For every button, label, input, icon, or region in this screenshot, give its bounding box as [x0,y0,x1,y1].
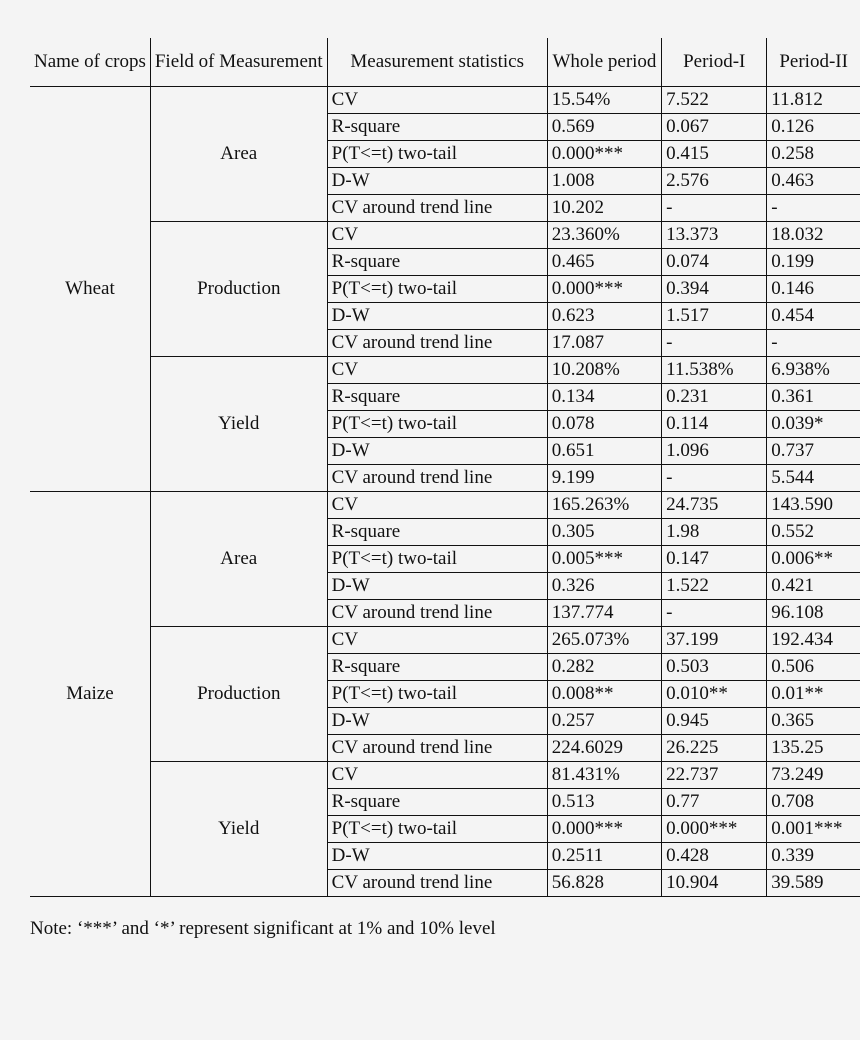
period-2-cell: 6.938% [767,357,860,384]
period-2-cell: 0.463 [767,168,860,195]
period-1-cell: 0.945 [662,708,767,735]
period-2-cell: 0.708 [767,789,860,816]
stat-cell: R-square [327,654,547,681]
whole-period-cell: 15.54% [547,87,661,114]
whole-period-cell: 265.073% [547,627,661,654]
whole-period-cell: 0.651 [547,438,661,465]
period-2-cell: 39.589 [767,870,860,897]
stat-cell: CV [327,222,547,249]
whole-period-cell: 0.623 [547,303,661,330]
stat-cell: CV around trend line [327,465,547,492]
period-2-cell: 0.039* [767,411,860,438]
stat-cell: CV around trend line [327,330,547,357]
stat-cell: R-square [327,114,547,141]
stat-cell: R-square [327,249,547,276]
period-1-cell: 10.904 [662,870,767,897]
period-2-cell: 0.126 [767,114,860,141]
period-1-cell: 26.225 [662,735,767,762]
whole-period-cell: 0.000*** [547,141,661,168]
field-name-cell: Yield [150,357,327,492]
whole-period-cell: 0.2511 [547,843,661,870]
stat-cell: P(T<=t) two-tail [327,816,547,843]
whole-period-cell: 0.005*** [547,546,661,573]
whole-period-cell: 1.008 [547,168,661,195]
period-1-cell: 0.000*** [662,816,767,843]
period-1-cell: 1.98 [662,519,767,546]
statistics-table-container [30,38,860,897]
field-name-cell: Production [150,222,327,357]
period-2-cell: 0.361 [767,384,860,411]
period-2-cell: 0.01** [767,681,860,708]
table-row [30,627,860,654]
period-1-cell: 11.538% [662,357,767,384]
stat-cell: P(T<=t) two-tail [327,411,547,438]
stat-cell: D-W [327,303,547,330]
period-1-cell: 13.373 [662,222,767,249]
period-2-cell: 96.108 [767,600,860,627]
stat-cell: CV around trend line [327,870,547,897]
field-name-cell: Production [150,627,327,762]
stat-cell: CV [327,627,547,654]
stat-cell: P(T<=t) two-tail [327,546,547,573]
period-2-cell: 18.032 [767,222,860,249]
period-2-cell: 192.434 [767,627,860,654]
whole-period-cell: 10.208% [547,357,661,384]
whole-period-cell: 10.202 [547,195,661,222]
field-name-cell: Area [150,492,327,627]
stat-cell: CV around trend line [327,735,547,762]
period-1-cell: 1.096 [662,438,767,465]
period-2-cell: 143.590 [767,492,860,519]
whole-period-cell: 0.008** [547,681,661,708]
period-2-cell: 0.552 [767,519,860,546]
period-1-cell: 7.522 [662,87,767,114]
stat-cell: P(T<=t) two-tail [327,276,547,303]
whole-period-cell: 165.263% [547,492,661,519]
stat-cell: R-square [327,384,547,411]
period-1-cell: 0.074 [662,249,767,276]
table-row [30,762,860,789]
table-row [30,87,860,114]
whole-period-cell: 0.513 [547,789,661,816]
stat-cell: R-square [327,519,547,546]
period-1-cell: 0.415 [662,141,767,168]
period-1-cell: - [662,330,767,357]
whole-period-cell: 0.465 [547,249,661,276]
period-2-cell: 0.199 [767,249,860,276]
period-2-cell: 11.812 [767,87,860,114]
whole-period-cell: 0.569 [547,114,661,141]
stat-cell: CV [327,87,547,114]
statistics-table [30,38,860,897]
stat-cell: D-W [327,573,547,600]
whole-period-cell: 17.087 [547,330,661,357]
period-1-cell: 0.147 [662,546,767,573]
header-period-2: Period-II [767,38,860,87]
header-crop: Name of crops [30,38,150,87]
whole-period-cell: 137.774 [547,600,661,627]
whole-period-cell: 0.326 [547,573,661,600]
period-2-cell: 0.339 [767,843,860,870]
period-1-cell: 0.231 [662,384,767,411]
whole-period-cell: 81.431% [547,762,661,789]
period-2-cell: - [767,330,860,357]
stat-cell: D-W [327,438,547,465]
period-1-cell: 37.199 [662,627,767,654]
stat-cell: CV [327,492,547,519]
header-field: Field of Measurement [150,38,327,87]
stat-cell: D-W [327,168,547,195]
whole-period-cell: 0.078 [547,411,661,438]
header-stat: Measurement statistics [327,38,547,87]
period-1-cell: 0.067 [662,114,767,141]
period-1-cell: 2.576 [662,168,767,195]
period-1-cell: 0.77 [662,789,767,816]
period-2-cell: 0.146 [767,276,860,303]
period-2-cell: 0.006** [767,546,860,573]
period-1-cell: - [662,600,767,627]
stat-cell: CV around trend line [327,600,547,627]
crop-name-cell: Wheat [65,278,115,299]
period-2-cell: 5.544 [767,465,860,492]
field-name-cell: Area [150,87,327,222]
whole-period-cell: 9.199 [547,465,661,492]
whole-period-cell: 0.000*** [547,276,661,303]
period-1-cell: 22.737 [662,762,767,789]
stat-cell: D-W [327,843,547,870]
whole-period-cell: 0.000*** [547,816,661,843]
period-1-cell: 0.394 [662,276,767,303]
table-row [30,357,860,384]
table-note: Note: ‘***’ and ‘*’ represent significant at 1% and 10% level [30,918,496,939]
stat-cell: D-W [327,708,547,735]
whole-period-cell: 0.134 [547,384,661,411]
whole-period-cell: 0.305 [547,519,661,546]
period-1-cell: 0.114 [662,411,767,438]
period-1-cell: - [662,195,767,222]
period-1-cell: 24.735 [662,492,767,519]
period-1-cell: 1.522 [662,573,767,600]
whole-period-cell: 56.828 [547,870,661,897]
period-2-cell: 0.506 [767,654,860,681]
table-body [30,87,860,897]
stat-cell: CV [327,762,547,789]
period-2-cell: 0.737 [767,438,860,465]
stat-cell: R-square [327,789,547,816]
whole-period-cell: 224.6029 [547,735,661,762]
period-1-cell: 0.503 [662,654,767,681]
period-2-cell: 73.249 [767,762,860,789]
period-1-cell: 0.428 [662,843,767,870]
period-2-cell: 0.421 [767,573,860,600]
field-name-cell: Yield [150,762,327,897]
table-header [30,38,860,87]
header-whole-period: Whole period [547,38,661,87]
period-2-cell: 0.258 [767,141,860,168]
table-row [30,222,860,249]
header-period-1: Period-I [662,38,767,87]
stat-cell: P(T<=t) two-tail [327,681,547,708]
stat-cell: CV around trend line [327,195,547,222]
period-2-cell: 0.001*** [767,816,860,843]
whole-period-cell: 23.360% [547,222,661,249]
whole-period-cell: 0.282 [547,654,661,681]
period-2-cell: 0.454 [767,303,860,330]
period-1-cell: - [662,465,767,492]
period-2-cell: 135.25 [767,735,860,762]
crop-name-cell: Maize [30,492,150,897]
stat-cell: P(T<=t) two-tail [327,141,547,168]
period-2-cell: - [767,195,860,222]
whole-period-cell: 0.257 [547,708,661,735]
period-1-cell: 0.010** [662,681,767,708]
stat-cell: CV [327,357,547,384]
period-1-cell: 1.517 [662,303,767,330]
table-row [30,492,860,519]
period-2-cell: 0.365 [767,708,860,735]
